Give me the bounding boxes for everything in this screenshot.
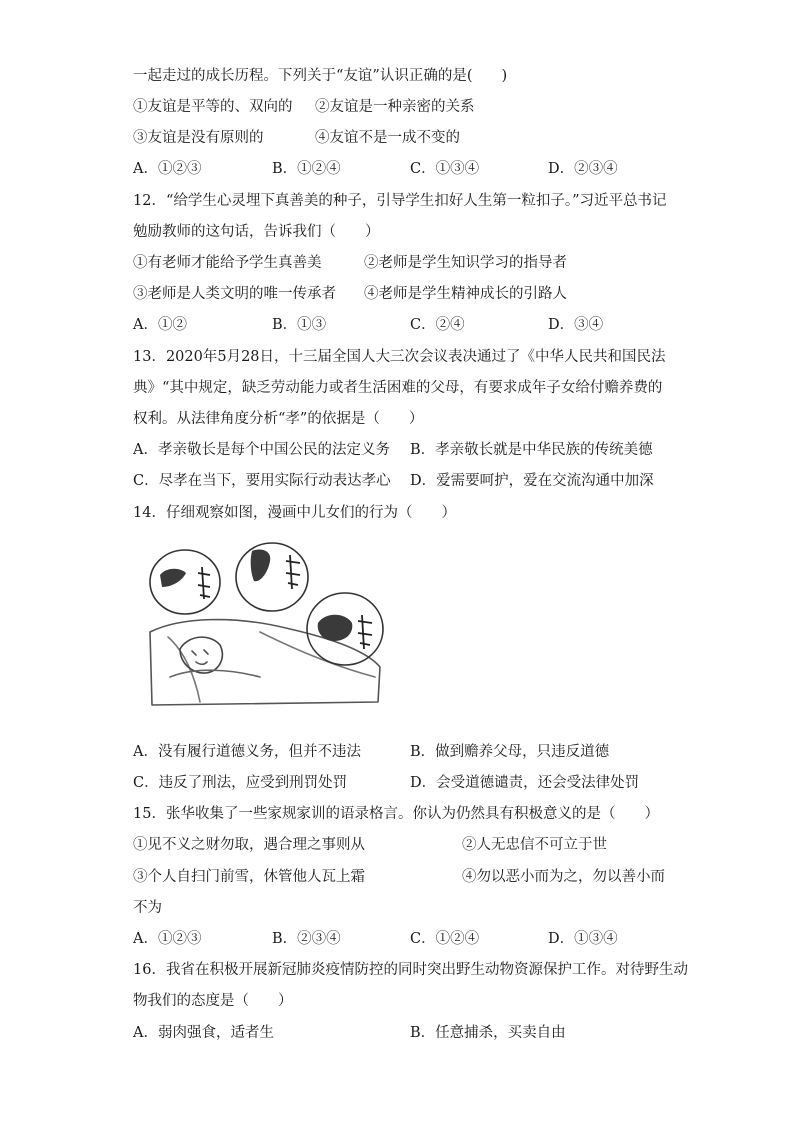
- q11-choice-b: B．①②④: [272, 161, 341, 177]
- q12-option-2: ②老师是学生知识学习的指导者: [364, 255, 567, 271]
- q16-stem-line2: 物我们的态度是（ ）: [133, 993, 293, 1009]
- q15-option-4: ④勿以恶小而为之，勿以善小而: [462, 869, 665, 885]
- q13-option-a: A．孝亲敬长是每个中国公民的法定义务: [133, 442, 390, 458]
- q15-option-3: ③个人自扫门前雪，休管他人瓦上霜: [133, 869, 365, 885]
- q12-choice-d: D．③④: [548, 317, 604, 333]
- q12-option-4: ④老师是学生精神成长的引路人: [364, 286, 567, 302]
- q13-stem-line1: 13．2020年5月28日，十三届全国人大三次会议表决通过了《中华人民共和国民法: [133, 349, 666, 365]
- q16-option-a: A．弱肉强食，适者生: [133, 1025, 274, 1041]
- q15-choice-a: A．①②③: [133, 931, 202, 947]
- q12-stem-line1: 12．“给学生心灵埋下真善美的种子，引导学生扣好人生第一粒扣子。”习近平总书记: [133, 193, 667, 209]
- q11-choice-d: D．②③④: [548, 161, 618, 177]
- q12-option-1: ①有老师才能给予学生真善美: [133, 255, 322, 271]
- cartoon-image: [140, 537, 390, 707]
- q15-stem: 15．张华收集了一些家规家训的语录格言。你认为仍然具有积极意义的是（ ）: [133, 806, 659, 822]
- q14-option-c: C．违反了刑法，应受到刑罚处罚: [133, 775, 348, 791]
- q15-option-1: ①见不义之财勿取，遇合理之事则从: [133, 837, 365, 853]
- q15-choice-d: D．①③④: [548, 931, 618, 947]
- q12-choice-a: A．①②: [133, 317, 187, 333]
- q14-stem: 14．仔细观察如图，漫画中儿女们的行为（ ）: [133, 505, 456, 521]
- q16-option-b: B．任意捕杀，买卖自由: [410, 1025, 566, 1041]
- q15-choice-c: C．①②④: [410, 931, 480, 947]
- q12-stem-line2: 勉励教师的这句话，告诉我们（ ）: [133, 224, 380, 240]
- q14-option-a: A．没有履行道德义务，但并不违法: [133, 744, 361, 760]
- q13-stem-line2: 典》“其中规定，缺乏劳动能力或者生活困难的父母，有要求成年子女给付赡养费的: [133, 380, 663, 396]
- q11-option-3: ③友谊是没有原则的: [133, 130, 264, 146]
- q15-choice-b: B．②③④: [272, 931, 341, 947]
- q16-stem-line1: 16．我省在积极开展新冠肺炎疫情防控的同时突出野生动物资源保护工作。对待野生动: [133, 962, 688, 978]
- q13-stem-line3: 权利。从法律角度分析“孝”的依据是（ ）: [133, 411, 424, 427]
- q11-option-1: ①友谊是平等的、双向的: [133, 99, 293, 115]
- q14-option-b: B．做到赡养父母，只违反道德: [410, 744, 610, 760]
- q11-choice-a: A．①②③: [133, 161, 202, 177]
- q14-option-d: D．会受道德谴责，还会受法律处罚: [410, 775, 640, 791]
- q13-option-d: D．爱需要呵护，爱在交流沟通中加深: [410, 473, 654, 489]
- q13-option-b: B．孝亲敬长就是中华民族的传统美德: [410, 442, 653, 458]
- q13-option-c: C．尽孝在当下，要用实际行动表达孝心: [133, 473, 391, 489]
- q15-option-4-continued: 不为: [133, 900, 162, 916]
- q11-option-2: ②友谊是一种亲密的关系: [315, 99, 475, 115]
- q11-stem: 一起走过的成长历程。下列关于“友谊”认识正确的是( ): [133, 68, 508, 84]
- q11-option-4: ④友谊不是一成不变的: [315, 130, 460, 146]
- q12-option-3: ③老师是人类文明的唯一传承者: [133, 286, 336, 302]
- q11-choice-c: C．①③④: [410, 161, 480, 177]
- q15-option-2: ②人无忠信不可立于世: [462, 837, 607, 853]
- q12-choice-b: B．①③: [272, 317, 327, 333]
- q12-choice-c: C．②④: [410, 317, 465, 333]
